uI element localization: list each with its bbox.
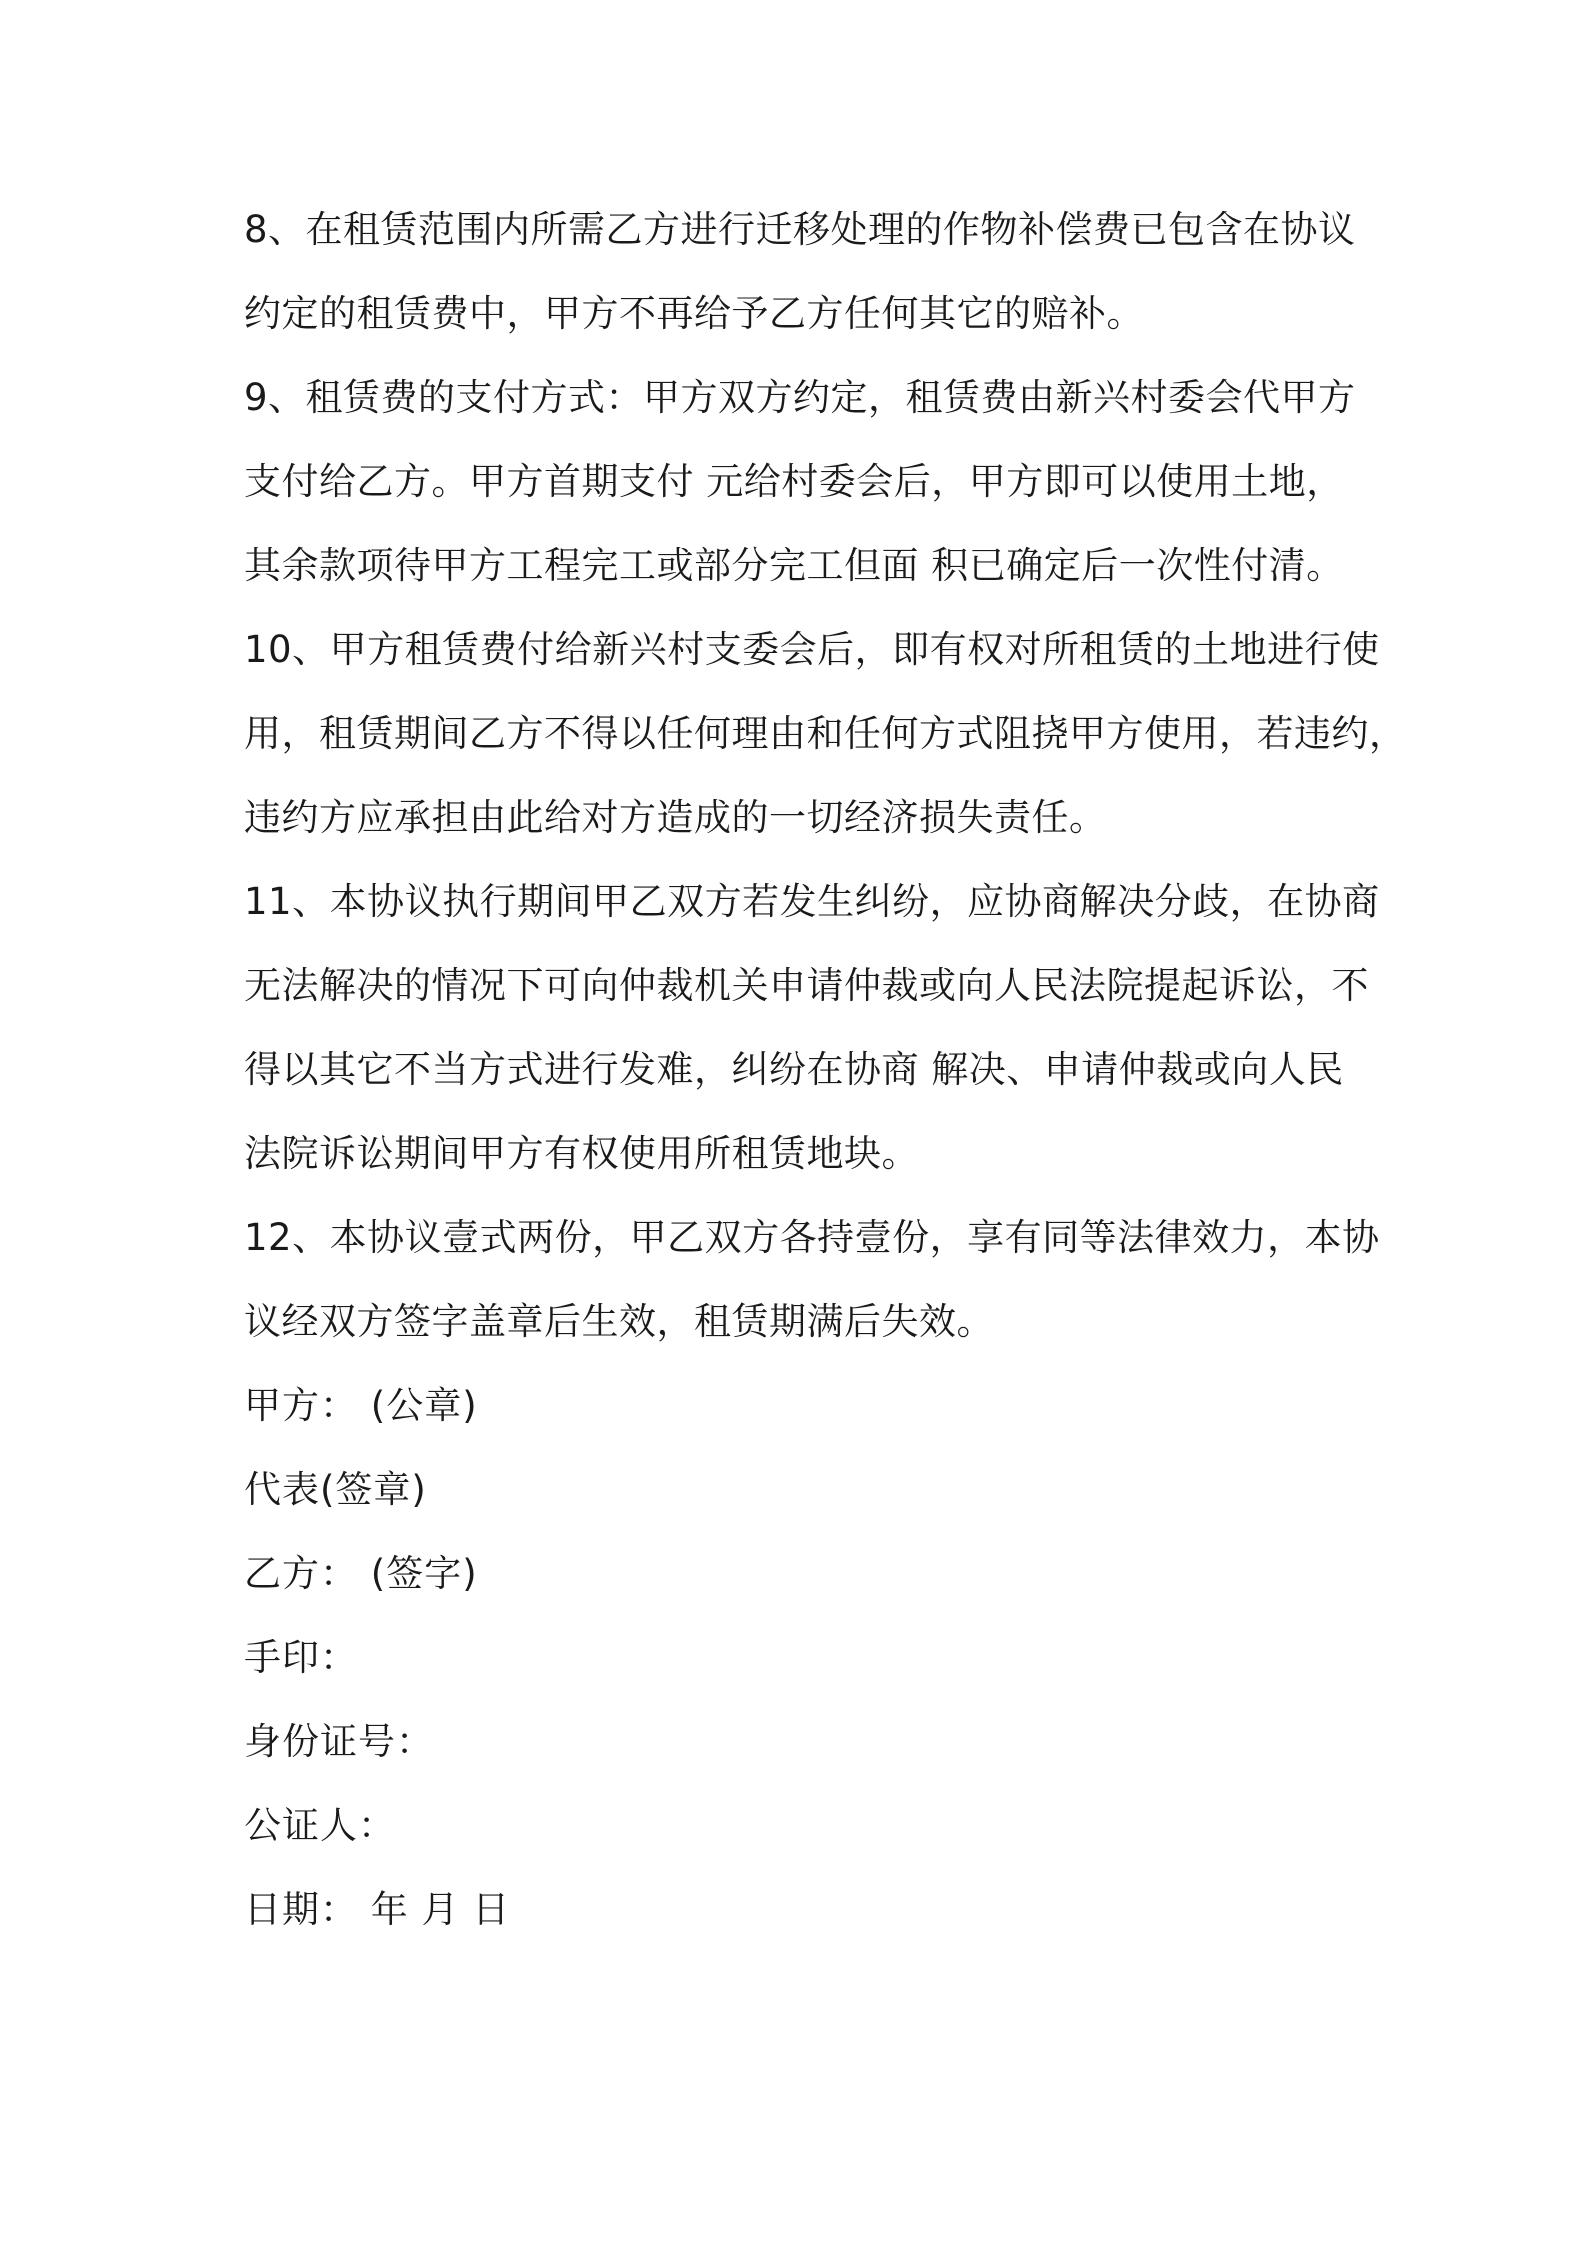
text-line: 8、在租赁范围内所需乙方进行迁移处理的作物补偿费已包含在协议 xyxy=(244,208,1356,251)
fingerprint-field: 手印： xyxy=(244,1636,358,1679)
text-line: 10、甲方租赁费付给新兴村支委会后，即有权对所租赁的土地进行使 xyxy=(244,628,1380,671)
signature-block xyxy=(244,1375,1354,1963)
text-line: 支付给乙方。甲方首期支付 元给村委会后，甲方即可以使用土地， xyxy=(244,460,1344,503)
party-a-seal: 甲方： (公章) xyxy=(244,1384,478,1427)
id-number-field: 身份证号： xyxy=(244,1720,434,1763)
representative-signature: 代表(签章) xyxy=(244,1468,427,1511)
clause-8 xyxy=(244,199,1354,367)
text-line: 得以其它不当方式进行发难，纠纷在协商 解决、申请仲裁或向人民 xyxy=(244,1048,1344,1091)
document-body xyxy=(244,199,1407,1963)
notary-field: 公证人： xyxy=(244,1804,396,1847)
text-line: 其余款项待甲方工程完工或部分完工但面 积已确定后一次性付清。 xyxy=(244,544,1344,587)
clause-10 xyxy=(244,619,1407,871)
text-line: 12、本协议壹式两份，甲乙双方各持壹份，享有同等法律效力，本协 xyxy=(244,1216,1380,1259)
text-line: 法院诉讼期间甲方有权使用所租赁地块。 xyxy=(244,1132,919,1175)
text-line: 约定的租赁费中，甲方不再给予乙方任何其它的赔补。 xyxy=(244,292,1144,335)
text-line: 无法解决的情况下可向仲裁机关申请仲裁或向人民法院提起诉讼，不 xyxy=(244,964,1369,1007)
clause-9 xyxy=(244,367,1354,619)
date-field: 日期： 年 月 日 xyxy=(244,1888,511,1931)
party-b-signature: 乙方： (签字) xyxy=(244,1552,478,1595)
text-line: 9、租赁费的支付方式：甲方双方约定，租赁费由新兴村委会代甲方 xyxy=(244,376,1356,419)
text-line: 11、本协议执行期间甲乙双方若发生纠纷，应协商解决分歧，在协商 xyxy=(244,880,1380,923)
text-line: 违约方应承担由此给对方造成的一切经济损失责任。 xyxy=(244,796,1107,839)
text-line: 议经双方签字盖章后生效，租赁期满后失效。 xyxy=(244,1300,994,1343)
text-line: 用，租赁期间乙方不得以任何理由和任何方式阻挠甲方使用，若违约， xyxy=(244,712,1407,755)
clause-12 xyxy=(244,1207,1380,1375)
clause-11 xyxy=(244,871,1380,1207)
